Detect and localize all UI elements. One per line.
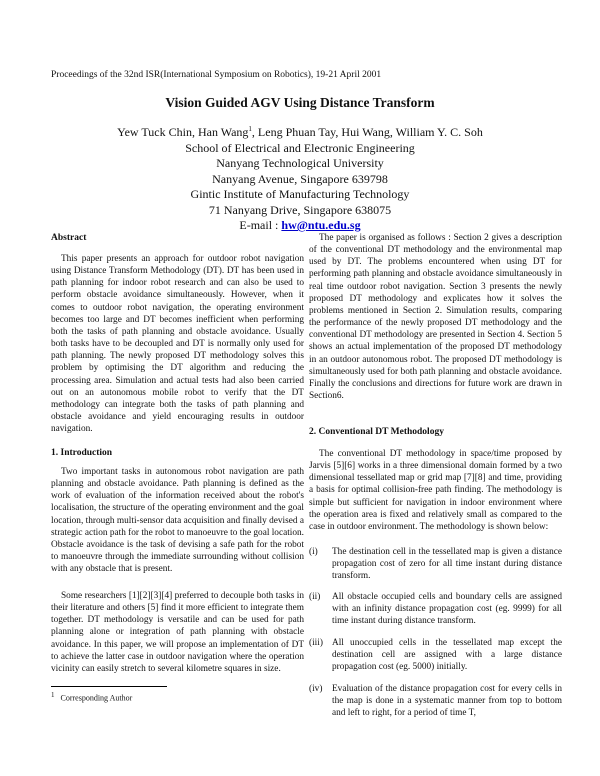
introduction-paragraph: Two important tasks in autonomous robot navigation are path planning and obstacle avoidance. Path planning is defined as the work of evaluation of the information received about the robot's localisation, the structure of the operating environment and the goal location, through multi-sensor data acquisition and finally devised a strategic action path for the robot to manoeuvre to the goal location. Obstacle avoidance is the task of devising a safe path for the robot to manoeuvre through the immediate surrounding without collision with any obstacle that is present. <box>51 467 304 575</box>
email-link[interactable]: hw@ntu.edu.sg <box>281 218 361 232</box>
section2-paragraph: The conventional DT methodology in space/time proposed by Jarvis [5][6] works in a three dimensional domain formed by a two dimensional tessellated map or grid map [7][8] and time, providing a basis for optimal collision-free path finding. The methodology is simple but sufficient for navigation in indoor environment where the operation area is fixed and relatively small as compared to the case in outdoor environment. The methodology is shown below: <box>309 449 562 532</box>
method-list-item: (iv) Evaluation of the distance propagation cost for every cells in the map is done in a systematic manner from top to bottom and left to right, for a period of time T, <box>309 684 562 719</box>
author-footnote-mark: 1 <box>248 125 252 133</box>
organisation-paragraph: The paper is organised as follows : Section 2 gives a description of the conventional DT methodology and the environmental map used by DT. The problems encountered when using DT for performing path planning and obstacle avoidance simultaneously in real time outdoor robot navigation. Section 3 presents the newly proposed DT methodology and explicates how it solves the problems mentioned in Section 2. Simulation results, comparing the performance of the newly proposed DT methodology and the conventional DT methodology are presented in Section 4. Section 5 shows an actual implementation of the proposed DT methodology in an outdoor autonomous robot. The proposed DT methodology is simultaneously used for both path planning and obstacle avoidance. Finally the conclusions and directions for future work are drawn in Section6. <box>309 233 562 402</box>
method-list-item: (iii) All unoccupied cells in the tessellated map except the destination cell are assigned with a large distance propagation cost (eg. 5000) initially. <box>309 638 562 673</box>
method-list-item: (i) The destination cell in the tessellated map is given a distance propagation cost of zero for all time instant during distance transform. <box>309 547 562 582</box>
affiliation-line: 71 Nanyang Drive, Singapore 638075 <box>208 202 392 217</box>
abstract-body: This paper presents an approach for outdoor robot navigation using Distance Transform Methodology (DT). DT has been used in path planning for indoor robot research and can also be used to perform obstacle avoidance simultaneously. However, when it comes to outdoor robot navigation, the operating environment becomes too large and DT becomes inefficient when performing both the tasks of path planning and obstacle avoidance. Usually both tasks have to be decoupled and DT is normally only used for path planning. The newly proposed DT methodology solves this problem by optimising the DT algorithm and reducing the processing area. Simulation and actual tests had also been carried out on an autonomous mobile robot to verify that the DT methodology can integrate both the tasks of path planning and obstacle avoidance and yield encouraging results in outdoor navigation. <box>51 254 304 435</box>
author-names: Yew Tuck Chin, Han Wang$^1$, Leng Phuan Tay, Hui Wang, William Y. C. Soh <box>117 125 483 139</box>
proceedings-header: Proceedings of the 32nd ISR(International Symposium on Robotics), 19-21 April 2001 <box>51 70 382 80</box>
author-block <box>0 122 600 234</box>
introduction-heading: 1. Introduction <box>51 448 113 458</box>
footnote: $^1$ Corresponding Author <box>51 691 133 703</box>
email-line: E-mail : hw@ntu.edu.sg <box>239 218 361 232</box>
affiliation-line: Nanyang Technological University <box>216 156 384 170</box>
affiliation-line: Gintic Institute of Manufacturing Technology <box>190 187 410 201</box>
abstract-heading: Abstract <box>51 233 87 243</box>
section2-heading: 2. Conventional DT Methodology <box>309 427 444 437</box>
footnote-rule <box>51 686 167 687</box>
method-list-item: (ii) All obstacle occupied cells and boundary cells are assigned with an infinity distance propagation cost (eg. 9999) for all time instant during distance transform. <box>309 592 562 627</box>
affiliation-line: School of Electrical and Electronic Engineering <box>185 140 415 155</box>
introduction-paragraph: Some researchers [1][2][3][4] preferred to decouple both tasks in their literature and others [5] find it more efficient to integrate them together. DT methodology is versatile and can be used for path planning alone or integration of path planning with obstacle avoidance. In this paper, we will propose an implementation of DT to achieve the latter case in outdoor navigation where the operation vicinity can easily stretch to several kilometre squares in size. <box>51 591 304 674</box>
affiliation-line: Nanyang Avenue, Singapore 639798 <box>212 171 388 186</box>
paper-title: Vision Guided AGV Using Distance Transform <box>165 95 435 110</box>
